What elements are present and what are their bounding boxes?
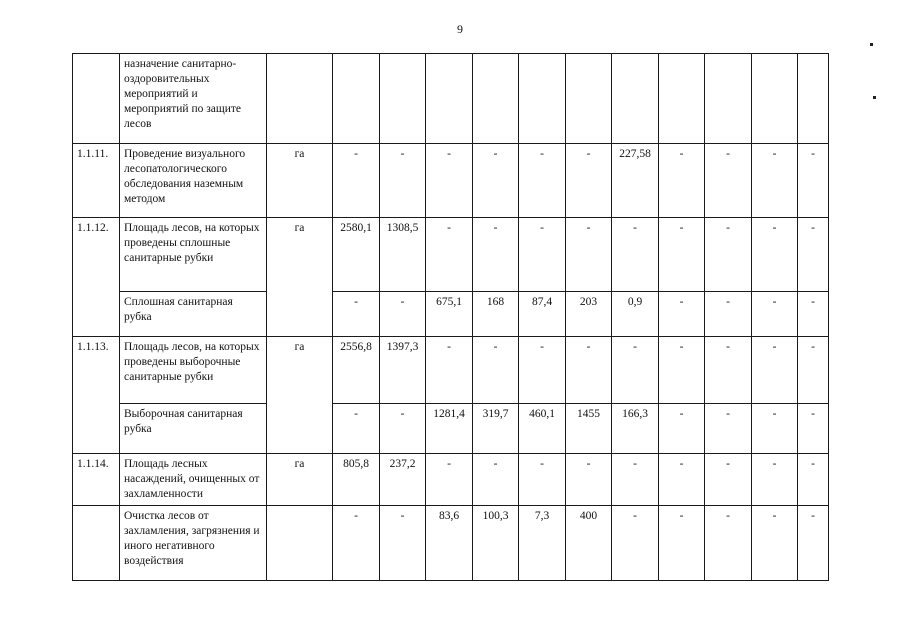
value-cell [566, 54, 612, 144]
value-cell: - [380, 292, 426, 337]
table-row [73, 337, 829, 404]
value-cell: - [752, 506, 798, 581]
value-cell: - [705, 144, 752, 218]
value-cell: - [659, 404, 705, 454]
value-cell: 1308,5 [380, 218, 426, 292]
value-cell: - [473, 144, 519, 218]
value-cell: - [473, 337, 519, 404]
value-cell: 805,8 [333, 454, 380, 506]
value-cell: 87,4 [519, 292, 566, 337]
value-cell [659, 54, 705, 144]
value-cell [612, 54, 659, 144]
table-row [73, 454, 829, 506]
value-cell: - [519, 218, 566, 292]
value-cell: - [333, 404, 380, 454]
unit-cell: га [267, 218, 333, 337]
value-cell: - [705, 506, 752, 581]
table-row [73, 54, 829, 144]
description-cell: Проведение визуального лесопатологического обследования наземным методом [120, 144, 267, 218]
value-cell: - [705, 292, 752, 337]
value-cell: - [426, 337, 473, 404]
value-cell: - [798, 404, 829, 454]
value-cell: - [752, 454, 798, 506]
value-cell: - [426, 144, 473, 218]
value-cell: - [798, 218, 829, 292]
page-number: 9 [457, 22, 463, 36]
value-cell: - [752, 218, 798, 292]
value-cell: 460,1 [519, 404, 566, 454]
value-cell: - [333, 506, 380, 581]
value-cell: - [659, 218, 705, 292]
value-cell: - [473, 218, 519, 292]
unit-cell: га [267, 337, 333, 454]
value-cell [380, 54, 426, 144]
description-cell: Площадь лесных насаждений, очищенных от захламленности [120, 454, 267, 506]
value-cell: 319,7 [473, 404, 519, 454]
value-cell: - [473, 454, 519, 506]
value-cell: 2580,1 [333, 218, 380, 292]
description-cell: Площадь лесов, на которых проведены сплошные санитарные рубки [120, 218, 267, 292]
value-cell: 675,1 [426, 292, 473, 337]
unit-cell: га [267, 454, 333, 506]
row-number-cell: 1.1.14. [73, 454, 120, 506]
value-cell [752, 54, 798, 144]
table-row [73, 506, 829, 581]
row-number-cell [73, 54, 120, 144]
value-cell: 1281,4 [426, 404, 473, 454]
value-cell: - [333, 144, 380, 218]
unit-cell: га [267, 144, 333, 218]
row-number-cell: 1.1.11. [73, 144, 120, 218]
value-cell: - [566, 144, 612, 218]
value-cell [798, 54, 829, 144]
value-cell: 83,6 [426, 506, 473, 581]
value-cell: - [752, 144, 798, 218]
value-cell: - [798, 144, 829, 218]
value-cell: - [612, 506, 659, 581]
value-cell: - [426, 218, 473, 292]
value-cell: - [798, 454, 829, 506]
value-cell: - [705, 337, 752, 404]
value-cell: - [612, 337, 659, 404]
unit-cell [267, 506, 333, 581]
value-cell: - [752, 404, 798, 454]
value-cell: - [380, 144, 426, 218]
scan-speck [870, 43, 873, 46]
value-cell: 168 [473, 292, 519, 337]
value-cell: 1397,3 [380, 337, 426, 404]
value-cell: - [380, 404, 426, 454]
table-row [73, 218, 829, 292]
value-cell: - [612, 454, 659, 506]
value-cell: - [566, 337, 612, 404]
value-cell: - [380, 506, 426, 581]
value-cell [333, 54, 380, 144]
value-cell: 166,3 [612, 404, 659, 454]
description-cell: Выборочная санитарная рубка [120, 404, 267, 454]
value-cell: 7,3 [519, 506, 566, 581]
description-cell: назначение санитарно-оздоровительных мероприятий и мероприятий по защите лесов [120, 54, 267, 144]
value-cell: - [519, 454, 566, 506]
value-cell: - [798, 292, 829, 337]
value-cell [705, 54, 752, 144]
value-cell: 203 [566, 292, 612, 337]
value-cell: 1455 [566, 404, 612, 454]
description-cell: Очистка лесов от захламления, загрязнения и иного негативного воздействия [120, 506, 267, 581]
row-number-cell [73, 506, 120, 581]
value-cell: - [519, 144, 566, 218]
value-cell: - [659, 337, 705, 404]
value-cell: 400 [566, 506, 612, 581]
table-row [73, 144, 829, 218]
value-cell: - [659, 506, 705, 581]
value-cell: - [798, 337, 829, 404]
value-cell: - [566, 218, 612, 292]
value-cell: - [659, 144, 705, 218]
value-cell: 0,9 [612, 292, 659, 337]
table-row [73, 404, 829, 454]
value-cell: 237,2 [380, 454, 426, 506]
value-cell: - [519, 337, 566, 404]
value-cell: - [705, 454, 752, 506]
value-cell: - [426, 454, 473, 506]
value-cell: - [752, 337, 798, 404]
value-cell: 100,3 [473, 506, 519, 581]
value-cell: - [705, 218, 752, 292]
value-cell: - [752, 292, 798, 337]
value-cell: - [612, 218, 659, 292]
value-cell: - [659, 454, 705, 506]
value-cell: - [705, 404, 752, 454]
value-cell: - [798, 506, 829, 581]
description-cell: Сплошная санитарная рубка [120, 292, 267, 337]
value-cell: 2556,8 [333, 337, 380, 404]
unit-cell [267, 54, 333, 144]
value-cell [473, 54, 519, 144]
value-cell: 227,58 [612, 144, 659, 218]
scan-speck [873, 96, 876, 99]
row-number-cell: 1.1.13. [73, 337, 120, 454]
table-row [73, 292, 829, 337]
row-number-cell: 1.1.12. [73, 218, 120, 337]
data-table [72, 53, 829, 581]
value-cell: - [333, 292, 380, 337]
value-cell [426, 54, 473, 144]
description-cell: Площадь лесов, на которых проведены выборочные санитарные рубки [120, 337, 267, 404]
value-cell [519, 54, 566, 144]
value-cell: - [659, 292, 705, 337]
value-cell: - [566, 454, 612, 506]
